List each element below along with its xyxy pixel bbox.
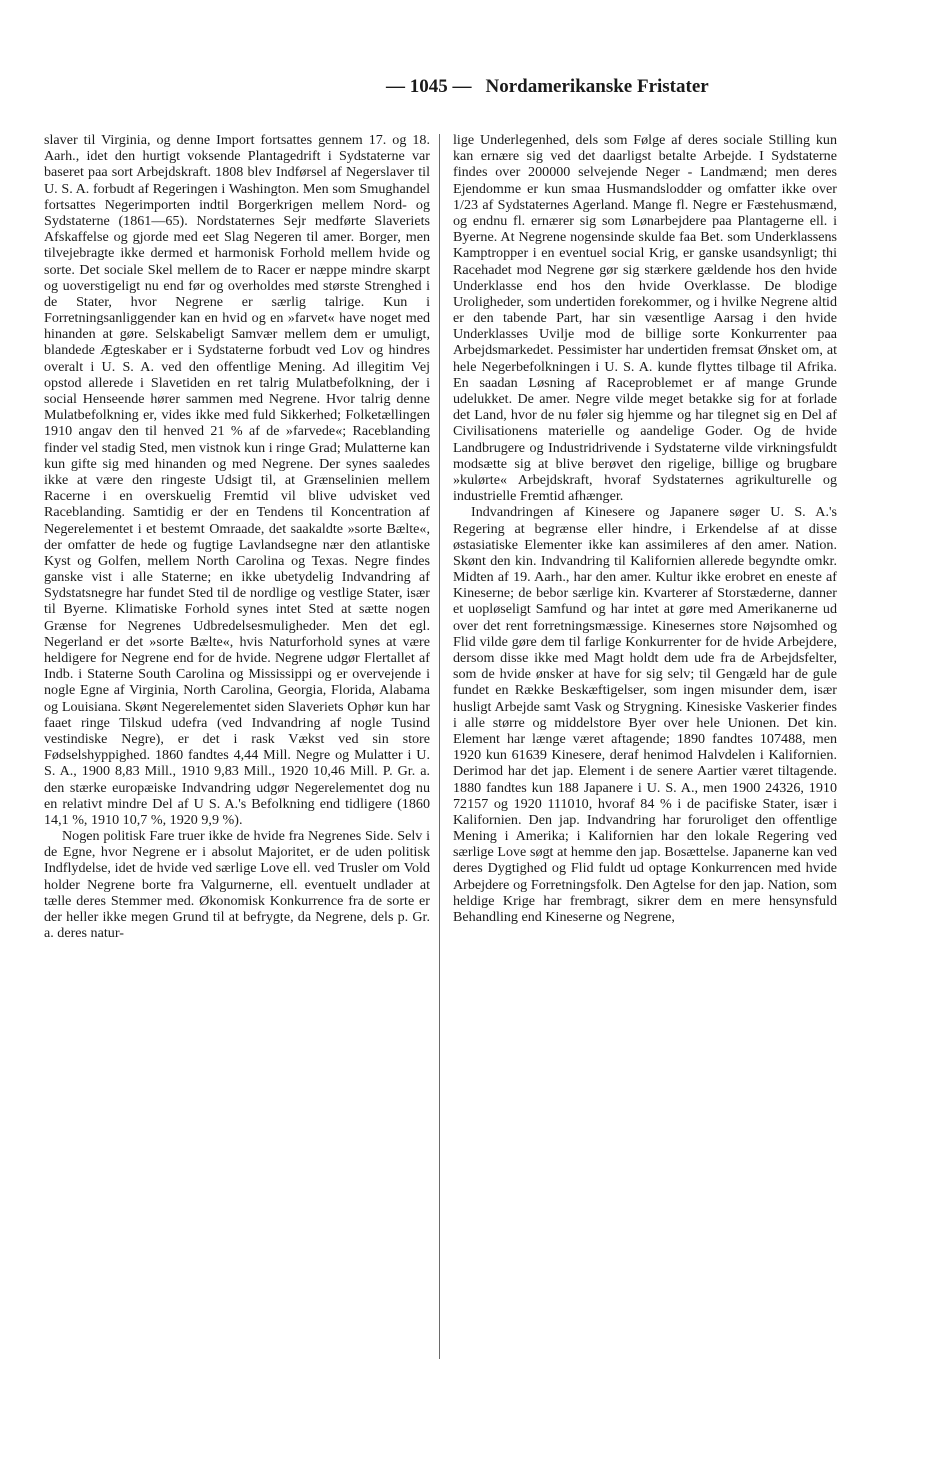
page-number: — 1045 — — [386, 76, 472, 97]
right-column — [453, 132, 837, 1362]
column-divider — [439, 134, 440, 1359]
paragraph: Indvandringen af Kinesere og Japanere søger U. S. A.'s Regering at begrænse eller hindre, i Erkendelse af at disse østasiatiske Elementer ikke kan assimileres af den amer. Nation. Skønt den kin. Indvandring til Kalifornien allerede begyndte omkr. Midten af 19. Aarh., har den amer. Kultur ikke erobret en eneste af Kineserne; de bebor særlige kin. Kvarterer af Storstæderne, danner et uopløseligt Samfund og har intet at gøre med Amerikanerne ud over det rent forretningsmæssige. Kinesernes store Nøjsomhed og Flid vilde gøre dem til farlige Konkurrenter for de hvide Arbejdere, dersom disse ikke med Magt holdt dem ude fra de Arbejdsfelter, som de hvide ønsker at have for sig selv; til Gengæld har de gule fundet en Række Beskæftigelser, som ingen misunder dem, især husligt Arbejde samt Vask og Strygning. Kinesiske Vaskerier findes i alle større og middelstore Byer over hele Unionen. Det kin. Element har længe været aftagende; 1890 fandtes 107488, men 1920 kun 61639 Kinesere, deraf henimod Halvdelen i Kalifornien. Derimod har det jap. Element i de senere Aartier været tiltagende. 1880 fandtes kun 188 Japanere i U. S. A., men 1900 24326, 1910 72157 og 1920 111010, hvoraf 84 % i de pacifiske Stater, især i Kalifornien. Den jap. Indvandring har foruroliget den offentlige Mening i Amerika; i Kalifornien har den lokale Regering ved særlige Love søgt at hemme den jap. Bosættelse. Japanerne kan ved deres Dygtighed og Flid fuldt ud optage Konkurrencen med hvide Arbejdere og Forretningsfolk. Den Agtelse for den jap. Nation, som heldige Krige har frembragt, sikrer dem en mere hensynsfuld Behandling end Kineserne og Negrene, — [453, 504, 837, 925]
paragraph: Nogen politisk Fare truer ikke de hvide fra Negrenes Side. Selv i de Egne, hvor Negrene er i absolut Majoritet, er de uden politisk Indflydelse, idet de hvide ved særlige Love ell. ved Trusler om Vold holder Negrene borte fra Valgurnerne, ell. eventuelt undlader at tælle deres Stemmer med. Økonomisk Konkurrence fra de sorte er der heller ikke megen Grund til at befrygte, da Negrene, dels p. Gr. a. deres natur- — [44, 828, 430, 942]
left-column — [44, 132, 430, 1362]
page-header — [386, 76, 794, 102]
paragraph: slaver til Virginia, og denne Import fortsattes gennem 17. og 18. Aarh., idet den hurtigt voksende Plantagedrift i Sydstaterne var baseret paa sort Arbejdskraft. 1808 blev Indførsel af Negerslaver til U. S. A. forbudt af Regeringen i Washington. Men som Smughandel fortsattes Negerimporten indtil Borgerkrigen mellem Nord- og Sydstaterne (1861—65). Nordstaternes Sejr medførte Slaveriets Afskaffelse og gjorde med eet Slag Negeren til amer. Borger, men tilvejebragte ikke dermed et harmonisk Forhold mellem hvide og sorte. Det sociale Skel mellem de to Racer er næppe mindre skarpt og uoverstigeligt nu end før og overholdes med største Strenghed i de Stater, hvor Negrene er særlig talrige. Kun i Forretningsanliggender kan en hvid og en »farvet« have noget med hinanden at gøre. Selskabeligt Samvær mellem dem er umuligt, blandede Ægteskaber er i Sydstaterne forbudt ved Lov og hindres overalt i U. S. A. ved den offentlige Mening. Ad illegitim Vej opstod allerede i Slavetiden en ret talrig Mulatbefolkning, der i social Henseende hører sammen med Negrene. Hvor talrig denne Mulatbefolkning er, vides ikke med fuld Sikkerhed; Folketællingen 1910 angav den til henved 21 % af de »farvede«; Raceblanding finder vel stadig Sted, men vistnok kun i ringe Grad; Mulatterne kan kun gifte sig med hinanden og med Negrene. Der synes saaledes ikke at være den ringeste Udsigt til, at Grænselinien mellem Racerne i en overskuelig Fremtid vil blive udvisket ved Raceblanding. Samtidig er der en Tendens til Koncentration af Negerelementet i et bestemt Omraade, det saakaldte »sorte Bælte«, der omfatter de hede og fugtige Lavlandsegne nær den atlantiske Kyst og Golfen, mellem North Carolina og Texas. Negre findes ganske vist i alle Staterne; en ikke ubetydelig Indvandring af Sydstatsnegre har fundet Sted til de nordlige og vestlige Stater, især til Byerne. Klimatiske Forhold synes intet Sted at sætte nogen Grænse for Negrenes Udbredelsesmuligheder. Men det egl. Negerland er det »sorte Bælte«, hvis Naturforhold synes at være heldigere for Negrene end for de hvide. Negrene udgør Flertallet af Indb. i Staterne South Carolina og Mississippi og er overvejende i nogle Egne af Virginia, North Carolina, Georgia, Florida, Alabama og Louisiana. Skønt Negerelementet siden Slaveriets Ophør kun har faaet ringe Tilskud udefra (ved Indvandring af nogle Tusind vestindiske Negre), er det i rask Vækst ved sin store Fødselshyppighed. 1860 fandtes 4,44 Mill. Negre og Mulatter i U. S. A., 1900 8,83 Mill., 1910 9,83 Mill., 1920 10,46 Mill. P. Gr. a. den stærke europæiske Indvandring udgør Negerelementet dog nu en relativt mindre Del af U S. A.'s Befolkning end tidligere (1860 14,1 %, 1910 10,7 %, 1920 9,9 %). — [44, 132, 430, 828]
running-title: Nordamerikanske Fristater — [485, 76, 709, 97]
paragraph: lige Underlegenhed, dels som Følge af deres sociale Stilling kun kan ernære sig ved det daarligst betalte Arbejde. I Sydstaterne findes over 200000 selvejende Neger - Landmænd; men deres Ejendomme er kun smaa Husmandslodder og omfatter ikke over 1/23 af Sydstaternes Agerland. Mange fl. Negre er Fæstehusmænd, og endnu fl. ernærer sig som Lønarbejdere paa Plantagerne ell. i Byerne. At Negrene nogensinde skulde faa Bet. som Underklassens Kamptropper i en eventuel social Krig, er ganske usandsynligt; thi Racehadet mod Negrene gør sig stærkere gældende hos den hvide Underklasse end hos den hvide Overklasse. De blodige Uroligheder, som undertiden forekommer, og i hvilke Negrene altid er den tabende Part, har sin væsentlige Aarsag i den hvide Underklasses Uvilje mod de billige sorte Konkurrenter paa Arbejdsmarkedet. Pessimister har undertiden fremsat Ønsket om, at hele Negerbefolkningen i U. S. A. kunde flyttes tilbage til Afrika. En saadan Løsning af Raceproblemet er af mange Grunde udelukket. De amer. Negre vilde meget betakke sig for at forlade det Land, hvor de nu føler sig hjemme og har tilegnet sig en Del af Civilisationens materielle og aandelige Goder. Og de hvide Landbrugere og Industridrivende i Sydstaterne vilde virkningsfuldt modsætte sig at blive berøvet den rigelige, billige og brugbare »kulørte« Arbejdskraft, hvoraf Sydstaternes agrikulturelle og industrielle Fremtid afhænger. — [453, 132, 837, 505]
